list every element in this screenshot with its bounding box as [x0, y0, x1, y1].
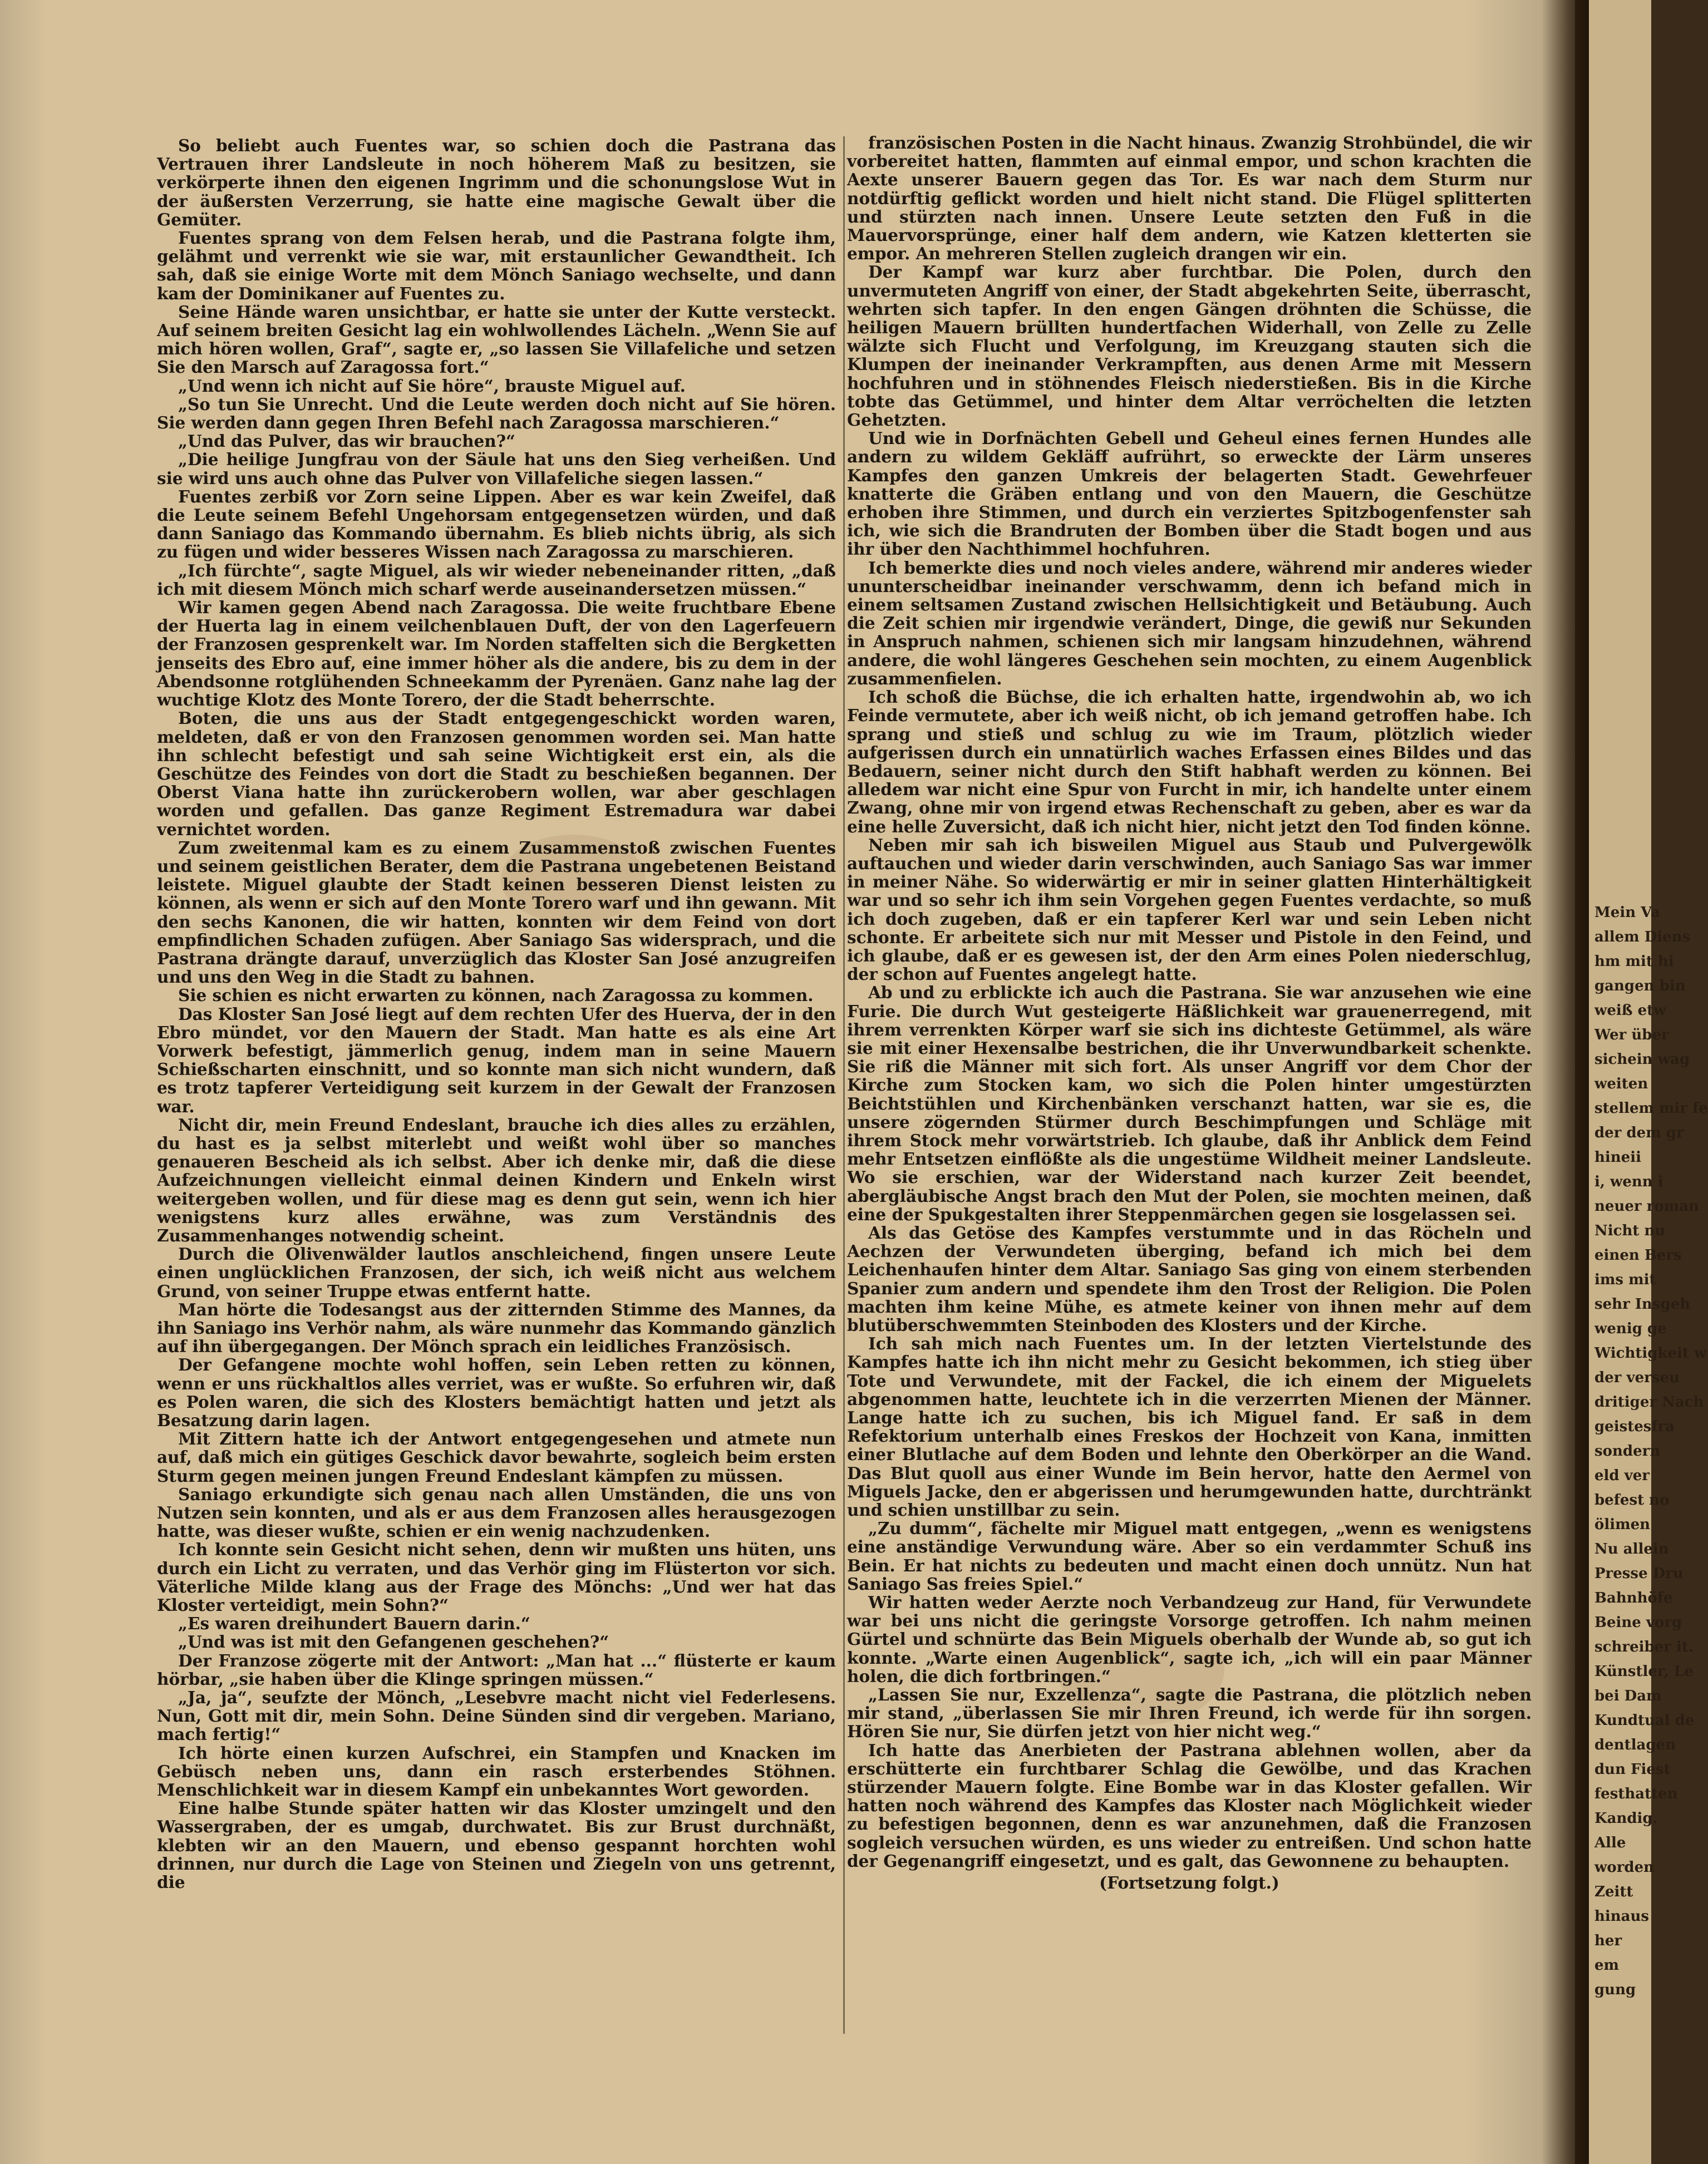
adjacent-page-text-fragment: worden — [1594, 1859, 1655, 1876]
paragraph: „Ich fürchte“, sagte Miguel, als wir wieder nebeneinander ritten, „daß ich mit diesem Mönch mich scharf werde auseinandersetzen müssen.“ — [157, 560, 836, 599]
adjacent-page-text-fragment: stellem mir fe — [1594, 1100, 1708, 1117]
adjacent-page-text-fragment: befest no — [1594, 1492, 1670, 1509]
adjacent-page-text-fragment: Mein Va — [1594, 904, 1660, 921]
adjacent-page-text-fragment: weiß etw — [1594, 1002, 1666, 1019]
adjacent-page-text-fragment: weiten — [1594, 1076, 1648, 1092]
paragraph: französischen Posten in die Nacht hinaus. Zwanzig Strohbündel, die wir vorbereitet hatten, flammten auf einmal empor, und schon krachten die Aexte unserer Bauern gegen das Tor. Es war nach dem Sturm nur notdürftig geflickt worden und hielt nicht stand. Die Flügel splitterten und stürzten nach innen. Unsere Leute setzten den Fuß in die Mauervorsprünge, einer half dem andern, wie Katzen kletterten sie empor. An mehreren Stellen zugleich drangen wir ein. — [847, 133, 1532, 264]
adjacent-page-text-fragment: hineii — [1594, 1149, 1641, 1166]
adjacent-page-text-fragment: Zeitt — [1594, 1884, 1633, 1900]
paragraph: Wir hatten weder Aerzte noch Verbandzeug zur Hand, für Verwundete war bei uns nicht die geringste Vorsorge getroffen. Ich nahm meinen Gürtel und schnürte das Bein Miguels oberhalb der Wunde ab, so gut ich konnte. „Warte einen Augenblick“, sagte ich, „ich will ein paar Männer holen, die dich fortbringen.“ — [847, 1593, 1532, 1686]
adjacent-page-text-fragment: Nu allein — [1594, 1541, 1669, 1557]
paragraph: Sie schien es nicht erwarten zu können, nach Zaragossa zu kommen. — [178, 985, 814, 1005]
adjacent-page-text-fragment: gangen bin — [1594, 978, 1686, 994]
adjacent-page-text-fragment: ims mit — [1594, 1271, 1656, 1288]
paragraph: Ich schoß die Büchse, die ich erhalten hatte, irgendwohin ab, wo ich Feinde vermutete, aber ich weiß nicht, ob ich jemand getroffen habe. Ich sprang und stieß und schlug zu wie im Traum, plötzlich wieder aufgerissen durch ein unnatürlich waches Erfassen eines Bildes und das Bedauern, seiner nicht durch den Stift habhaft werden zu können. Bei alledem war nicht eine Spur von Furcht in mir, ich handelte unter einem Zwang, ohne mir von irgend etwas Rechenschaft zu geben, aber es war da eine helle Zuversicht, daß ich nicht hier, nicht jetzt den Tod finden könne. — [847, 687, 1532, 836]
adjacent-page-text-fragment: eld ver — [1594, 1467, 1650, 1484]
adjacent-page-text-fragment: sehr Insgeh — [1594, 1296, 1691, 1313]
paragraph: „Zu dumm“, fächelte mir Miguel matt entgegen, „wenn es wenigstens eine anständige Verwundung wäre. Aber so ein verdammter Schuß ins Bein. Er hat nichts zu bedeuten und macht einen doch unnütz. Nun hat Saniago Sas freies Spiel.“ — [847, 1519, 1532, 1594]
adjacent-page-text-fragment: gung — [1594, 1981, 1636, 1998]
paragraph: Das Kloster San José liegt auf dem rechten Ufer des Huerva, der in den Ebro mündet, vor den Mauern der Stadt. Man hatte es als eine Art Vorwerk befestigt, jämmerlich genug, indem man in seine Mauern Schießscharten einschnitt, und so konnte man sich nicht wundern, daß es trotz tapferer Verteidigung seit kurzem in der Gewalt der Franzosen war. — [157, 1004, 836, 1116]
paragraph: Nicht dir, mein Freund Endeslant, brauche ich dies alles zu erzählen, du hast es ja selbst miterlebt und weißt wohl über so manches genaueren Bescheid als ich selbst. Aber ich denke mir, daß die diese Aufzeichnungen vielleicht einmal deinen Kindern und Enkeln wirst weitergeben wollen, und für diese mag es denn gut sein, wenn ich hier wenigstens kurz alles erwähne, was zum Verständnis des Zusammenhanges notwendig scheint. — [157, 1115, 836, 1245]
paragraph: Durch die Olivenwälder lautlos anschleichend, fingen unsere Leute einen unglücklichen Franzosen, der sich, ich weiß nicht aus welchem Grund, von seiner Truppe etwas entfernt hatte. — [157, 1244, 836, 1301]
adjacent-page-text-fragment: Presse Dru — [1594, 1565, 1684, 1582]
adjacent-page-text-fragment: sichein wag — [1594, 1051, 1690, 1068]
adjacent-page-text-fragment: festhatten — [1594, 1786, 1678, 1802]
adjacent-page-text-fragment: Wichtigkeit w — [1594, 1345, 1707, 1362]
adjacent-page-text-fragment: neuer roman — [1594, 1198, 1699, 1215]
paragraph: Ich hatte das Anerbieten der Pastrana ablehnen wollen, aber da erschütterte ein furchtbarer Schlag die Gewölbe, und das Krachen stürzender Mauern folgte. Eine Bombe war in das Kloster gefallen. Wir hatten noch während des Kampfes das Kloster nach Möglichkeit wieder zu befestigen begonnen, denn es war anzunehmen, daß die Franzosen sogleich versuchen würden, es uns wieder zu entreißen. Und schon hatte der Gegenangriff eingesetzt, und es galt, das Gewonnene zu behaupten. — [847, 1740, 1532, 1871]
adjacent-page-text-fragment: hinaus — [1594, 1908, 1650, 1925]
adjacent-page-text-fragment: bei Dam — [1594, 1688, 1662, 1704]
paragraph: So beliebt auch Fuentes war, so schien doch die Pastrana das Vertrauen ihrer Landsleute in noch höherem Maß zu besitzen, sie verkörperte ihnen den eigenen Ingrimm und die schonungslose Wut in der äußersten Verzerrung, sie hatte eine magische Gewalt über die Gemüter. — [157, 136, 836, 229]
paragraph: Seine Hände waren unsichtbar, er hatte sie unter der Kutte versteckt. Auf seinem breiten Gesicht lag ein wohlwollendes Lächeln. „Wenn Sie auf mich hören wollen, Graf“, sagte er, „so lassen Sie Villafeliche und setzen Sie den Marsch auf Zaragossa fort.“ — [157, 302, 836, 377]
right-text-column — [847, 134, 1532, 1892]
adjacent-page-text-fragment: Beine vorg — [1594, 1614, 1682, 1631]
paragraph: Ich sah mich nach Fuentes um. In der letzten Viertelstunde des Kampfes hatte ich ihn nicht mehr zu Gesicht bekommen, ich stieg über Tote und Verwundete, mit der Fackel, die ich einem der Miguelets abgenommen hatte, leuchtete ich in die verzerrten Mienen der Männer. Lange hatte ich zu suchen, bis ich Miguel fand. Er saß in dem Refektorium unterhalb eines Freskos der Hochzeit von Kana, inmitten einer Blutlache auf dem Boden und lehnte den Oberkörper an die Wand. Das Blut quoll aus einer Wunde im Bein hervor, hatte den Aermel von Miguels Jacke, den er abgerissen und herumgewunden hatte, durchtränkt und schien unstillbar zu sein. — [847, 1334, 1532, 1520]
adjacent-page-text-fragment: der verseu — [1594, 1369, 1680, 1386]
paragraph: „Und das Pulver, das wir brauchen?“ — [178, 431, 515, 451]
adjacent-page-text-fragment: geistesfra — [1594, 1418, 1675, 1435]
adjacent-page-text-fragment: dun Fiest — [1594, 1761, 1671, 1778]
left-text-column — [157, 136, 836, 1891]
paragraph: Ich hörte einen kurzen Aufschrei, ein Stampfen und Knacken im Gebüsch neben uns, dann ein rasch ersterbendes Stöhnen. Menschlichkeit war in diesem Kampf ein unbekanntes Wort geworden. — [157, 1743, 836, 1800]
paragraph: Fuentes zerbiß vor Zorn seine Lippen. Aber es war kein Zweifel, daß die Leute seinem Befehl Ungehorsam entgegensetzen würden, und daß dann Saniago das Kommando übernahm. Es blieb nichts übrig, als sich zu fügen und wider besseres Wissen nach Zaragossa zu marschieren. — [157, 486, 836, 562]
paragraph: Und wie in Dorfnächten Gebell und Geheul eines fernen Hundes alle andern zu wildem Gekläff aufrührt, so erweckte der Lärm unseres Kampfes den ganzen Umkreis der belagerten Stadt. Gewehrfeuer knatterte die Gräben entlang und von den Mauern, die Geschütze erhoben ihre Stimmen, und durch ein verziertes Spitzbogenfenster sah ich, wie sich die Brandruten der Bomben über die Stadt bogen und aus ihr über den Nachthimmel hochfuhren. — [847, 428, 1532, 559]
column-divider — [843, 136, 845, 2034]
paragraph: „Und wenn ich nicht auf Sie höre“, brauste Miguel auf. — [178, 376, 686, 396]
paragraph: Ab und zu erblickte ich auch die Pastrana. Sie war anzusehen wie eine Furie. Die durch Wut gesteigerte Häßlichkeit war grauenerregend, mit ihrem verrenkten Körper warf sie sich ins dichteste Getümmel, als wäre sie mit einer Hexensalbe bestrichen, die ihr Unverwundbarkeit schenkte. Sie riß die Männer mit sich fort. Als unser Angriff vor dem Chor der Kirche zum Stocken kam, wo sich die Polen hinter umgestürzten Beichtstühlen und Kirchenbänken verschanzt hatten, war sie es, die unsere zögernden Stürmer durch Beschimpfungen und Schläge mit ihrem Stock mehr vorwärtstrieb. Ich glaube, daß ihr Anblick dem Feind mehr Entsetzen einflößte als die ungestüme Wildheit meiner Landsleute. Wo sie erschien, war der Widerstand nach kurzer Zeit beendet, abergläubische Angst brach den Mut der Polen, sie mochten meinen, daß eine der Spukgestalten ihrer Steppenmärchen gegen sie losgelassen sei. — [847, 983, 1532, 1224]
adjacent-page-text-fragment: hm mit hi — [1594, 953, 1674, 970]
adjacent-page-text-fragment: i, wenn i — [1594, 1174, 1663, 1190]
adjacent-page-text-fragment: dritiger Nach — [1594, 1394, 1704, 1411]
paragraph: „So tun Sie Unrecht. Und die Leute werden doch nicht auf Sie hören. Sie werden dann gegen Ihren Befehl nach Zaragossa marschieren.“ — [157, 394, 836, 433]
paragraph: Man hörte die Todesangst aus der zitternden Stimme des Mannes, da ihn Saniago ins Verhör nahm, als wäre nunmehr das Kommando gänzlich auf ihn übergegangen. Der Mönch sprach ein leidliches Französisch. — [157, 1299, 836, 1357]
adjacent-page-text-fragment: Bahnhöfe — [1594, 1590, 1673, 1606]
paragraph: Ich bemerkte dies und noch vieles andere, während mir anderes wieder ununterscheidbar ineinander verschwamm, denn ich befand mich in einem seltsamen Zustand zwischen Hellsichtigkeit und Betäubung. Auch die Zeit schien mir irgendwie verändert, Dinge, die gewiß nur Sekunden in Anspruch nahmen, schienen sich mir langsam hinzudehnen, während andere, die wohl längeres Geschehen sein mochten, zu einem Augenblick zusammenfielen. — [847, 558, 1532, 688]
adjacent-page-text-fragment: einen Bers — [1594, 1247, 1682, 1264]
adjacent-page-text-fragment: Alle — [1594, 1835, 1626, 1851]
paragraph: Als das Getöse des Kampfes verstummte und in das Röcheln und Aechzen der Verwundeten überging, befand ich mich bei dem Leichenhaufen hinter dem Altar. Saniago Sas ging von einem sterbenden Spanier zum andern und spendete ihm den Trost der Religion. Die Polen machten ihm keine Mühe, es atmete keiner von ihnen mehr auf dem blutüberschwemmten Steinboden des Klosters und der Kirche. — [847, 1223, 1532, 1335]
adjacent-page-text-fragment: ölimen — [1594, 1516, 1651, 1533]
paragraph: „Die heilige Jungfrau von der Säule hat uns den Sieg verheißen. Und sie wird uns auch ohne das Pulver von Villafeliche siegen lassen.“ — [157, 450, 836, 488]
paragraph: Mit Zittern hatte ich der Antwort entgegengesehen und atmete nun auf, daß mich ein gütiges Geschick davor bewahrte, sogleich beim ersten Sturm gegen meinen jungen Freund Endeslant kämpfen zu müssen. — [157, 1429, 836, 1486]
paragraph: Wir kamen gegen Abend nach Zaragossa. Die weite fruchtbare Ebene der Huerta lag in einem veilchenblauen Duft, der von den Lagerfeuern der Franzosen gesprenkelt war. Im Norden staffelten sich die Bergketten jenseits des Ebro auf, eine immer höher als die andere, bis zu dem in der Abendsonne rotglühenden Schneekamm der Pyrenäen. Ganz nahe lag der wuchtige Klotz des Monte Torero, der die Stadt beherrschte. — [157, 598, 836, 710]
paragraph: Fuentes sprang von dem Felsen herab, und die Pastrana folgte ihm, gelähmt und verrenkt wie sie war, mit erstaunlicher Gewandtheit. Ich sah, daß sie einige Worte mit dem Mönch Saniago wechselte, und dann kam der Dominikaner auf Fuentes zu. — [157, 228, 836, 303]
adjacent-page-text-fragment: allem Diens — [1594, 929, 1691, 945]
adjacent-page-text-fragment: em — [1594, 1957, 1620, 1974]
paragraph: „Und was ist mit den Gefangenen geschehen?“ — [178, 1632, 609, 1652]
paragraph: Saniago erkundigte sich genau nach allen Umständen, die uns von Nutzen sein konnten, und als er aus dem Franzosen alles herausgezogen hatte, was dieser wußte, schien er ein wenig nachzudenken. — [157, 1484, 836, 1541]
paragraph: „Lassen Sie nur, Exzellenza“, sagte die Pastrana, die plötzlich neben mir stand, „überlassen Sie mir Ihren Freund, ich werde für ihn sorgen. Hören Sie nur, Sie dürfen jetzt von hier nicht weg.“ — [847, 1685, 1532, 1742]
paragraph: Eine halbe Stunde später hatten wir das Kloster umzingelt und den Wassergraben, der es umgab, durchwatet. Bis zur Brust durchnäßt, klebten wir an den Mauern, und ebenso gespannt horchten wohl drinnen, nur durch die Lage von Steinen und Ziegeln von uns getrennt, die — [157, 1798, 836, 1892]
adjacent-page-text-fragment: schreiber it. — [1594, 1639, 1694, 1655]
adjacent-page-text-fragment: dentlagen — [1594, 1737, 1676, 1753]
adjacent-page-text-fragment: der dem gr — [1594, 1125, 1684, 1141]
paragraph: „Es waren dreihundert Bauern darin.“ — [178, 1614, 530, 1634]
adjacent-page-text-fragment: Wer über — [1594, 1027, 1669, 1043]
paragraph: Boten, die uns aus der Stadt entgegengeschickt worden waren, meldeten, daß er von den Franzosen genommen worden sei. Man hatte ihn schlecht befestigt und sah seine Wichtigkeit erst ein, als die Geschütze des Feindes von dort die Stadt zu beschießen begannen. Der Oberst Viana hatte ihn zurückerobern wollen, war aber geschlagen worden und gefallen. Das ganze Regiment Estremadura war dabei vernichtet worden. — [157, 708, 836, 839]
adjacent-page-text-fragment: sondern — [1594, 1443, 1661, 1460]
continued-note: (Fortsetzung folgt.) — [1099, 1873, 1279, 1893]
adjacent-page-text-fragment: Kandig. — [1594, 1810, 1658, 1827]
adjacent-page-edge — [1589, 0, 1708, 2164]
adjacent-page-text-fragment: Nicht nu — [1594, 1223, 1666, 1239]
paragraph: Der Gefangene mochte wohl hoffen, sein Leben retten zu können, wenn er uns rückhaltlos alles verriet, was er wußte. So erfuhren wir, daß es Polen waren, die sich des Klosters bemächtigt hatten und jetzt als Besatzung darin lagen. — [157, 1355, 836, 1431]
paragraph: Ich konnte sein Gesicht nicht sehen, denn wir mußten uns hüten, uns durch ein Licht zu verraten, und das Verhör ging im Flüsterton vor sich. Väterliche Milde klang aus der Frage des Mönchs: „Und wer hat das Kloster verteidigt, mein Sohn?“ — [157, 1540, 836, 1615]
paragraph: Der Franzose zögerte mit der Antwort: „Man hat ...“ flüsterte er kaum hörbar, „sie haben über die Klinge springen müssen.“ — [157, 1650, 836, 1689]
adjacent-page-text-fragment: Kundtual de — [1594, 1712, 1695, 1729]
adjacent-page-text-fragment: wenig ge — [1594, 1320, 1667, 1337]
paragraph: „Ja, ja“, seufzte der Mönch, „Lesebvre macht nicht viel Federlesens. Nun, Gott mit dir, mein Sohn. Deine Sünden sind dir vergeben. Mariano, mach fertig!“ — [157, 1688, 836, 1744]
paragraph: Zum zweitenmal kam es zu einem Zusammenstoß zwischen Fuentes und seinem geistlichen Berater, dem die Pastrana ungebetenen Beistand leistete. Miguel glaubte der Stadt keinen besseren Dienst leisten zu können, als wenn er sich auf den Monte Torero warf und ihn gewann. Mit den sechs Kanonen, die wir hatten, konnten wir dem Feind von dort empfindlichen Schaden zufügen. Aber Saniago Sas widersprach, und die Pastrana drängte darauf, unverzüglich das Kloster San José anzugreifen und uns den Weg in die Stadt zu bahnen. — [157, 837, 836, 987]
paragraph: Der Kampf war kurz aber furchtbar. Die Polen, durch den unvermuteten Angriff von einer, der Stadt abgekehrten Seite, überrascht, wehrten sich tapfer. In den engen Gängen dröhnten die Schüsse, die heiligen Mauern brüllten hundertfachen Widerhall, von Zelle zu Zelle wälzte sich Flucht und Verfolgung, im Kreuzgang stauten sich die Klumpen der ineinander Verkrampften, aus denen Arme mit Messern hochfuhren und in stöhnendes Fleisch niederstießen. Bis in die Kirche tobte das Getümmel, und hinter dem Altar verröchelten die letzten Gehetzten. — [847, 262, 1532, 430]
adjacent-page-text-fragment: her — [1594, 1933, 1622, 1949]
paragraph: Neben mir sah ich bisweilen Miguel aus Staub und Pulvergewölk auftauchen und wieder darin verschwinden, auch Saniago Sas war immer in meiner Nähe. So widerwärtig er mir in seiner glatten Hinterhältigkeit war und so sehr ich ihm sein Vorgehen gegen Fuentes verdachte, so muß ich doch zugeben, daß er ein tapferer Kerl war und sein Leben nicht schonte. Er arbeitete sich nur mit Messer und Pistole in den Feind, und ich glaube, daß er es gewesen ist, der den Arm eines Polen niederschlug, der schon auf Fuentes angelegt hatte. — [847, 835, 1532, 984]
book-gutter — [1542, 0, 1592, 2164]
adjacent-page-text-fragment: Künstler, Le — [1594, 1663, 1694, 1680]
